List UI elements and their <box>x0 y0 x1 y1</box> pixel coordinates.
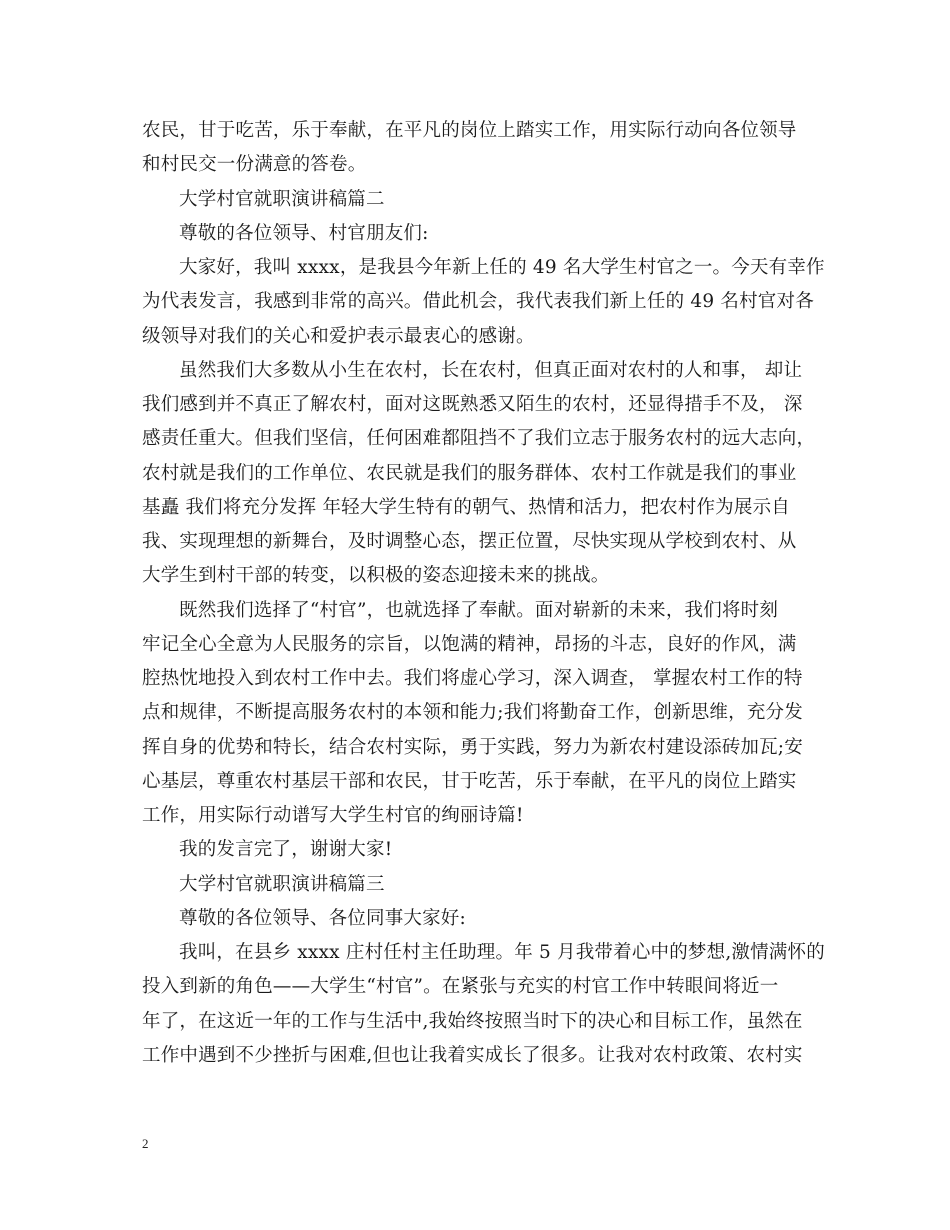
text-line-14: 大学生到村干部的转变，以积极的姿态迎接未来的挑战。 <box>142 565 610 587</box>
text-line-21: 工作，用实际行动谱写大学生村官的绚丽诗篇! <box>142 805 524 826</box>
text-line-17: 腔热忱地投入到农村工作中去。我们将虚心学习，深入调查， 掌握农村工作的特 <box>142 668 803 689</box>
closing-line: 我的发言完了，谢谢大家! <box>179 839 393 861</box>
text-line-26: 投入到新的角色——大学生“村官”。在紧张与充实的村官工作中转眼间将近一 <box>142 976 779 998</box>
text-line-1: 农民，甘于吃苦，乐于奉献，在平凡的岗位上踏实工作，用实际行动向各位领导 <box>142 120 797 141</box>
text-line-12: 基矗 我们将充分发挥 年轻大学生特有的朝气、热情和活力，把农村作为展示自 <box>142 496 790 518</box>
text-line-11: 农村就是我们的工作单位、农民就是我们的服务群体、农村工作就是我们的事业 <box>142 462 797 484</box>
text-line-25: 我叫，在县乡 xxxx 庄村任村主任助理。年 5 月我带着心中的梦想,激情满怀的 <box>179 942 825 963</box>
text-line-6: 为代表发言，我感到非常的高兴。借此机会，我代表我们新上任的 49 名村官对各 <box>142 291 814 313</box>
text-line-9: 我们感到并不真正了解农村，面对这既熟悉又陌生的农村，还显得措手不及， 深 <box>142 394 803 415</box>
text-line-19: 挥自身的优势和特长，结合农村实际，勇于实践，努力为新农村建设添砖加瓦;安 <box>142 736 803 758</box>
text-line-28: 工作中遇到不少挫折与困难,但也让我着实成长了很多。让我对农村政策、农村实 <box>142 1044 803 1066</box>
text-line-16: 牢记全心全意为人民服务的宗旨，以饱满的精神，昂扬的斗志，良好的作风，满 <box>142 633 797 655</box>
text-line-2: 和村民交一份满意的答卷。 <box>142 154 367 176</box>
text-line-27: 年了，在这近一年的工作与生活中,我始终按照当时下的决心和目标工作，虽然在 <box>142 1010 803 1032</box>
text-line-5: 大家好，我叫 xxxx，是我县今年新上任的 49 名大学生村官之一。今天有幸作 <box>179 257 825 278</box>
text-line-8: 虽然我们大多数从小生在农村，长在农村，但真正面对农村的人和事， 却让 <box>179 359 803 381</box>
section-heading-2: 大学村官就职演讲稿篇二 <box>179 188 385 210</box>
text-line-7: 级领导对我们的关心和爱护表示最衷心的感谢。 <box>142 325 535 347</box>
salutation-3: 尊敬的各位领导、各位同事大家好: <box>179 907 466 929</box>
section-heading-3: 大学村官就职演讲稿篇三 <box>179 873 385 895</box>
salutation-2: 尊敬的各位领导、村官朋友们: <box>179 222 429 244</box>
text-line-20: 心基层，尊重农村基层干部和农民，甘于吃苦，乐于奉献，在平凡的岗位上踏实 <box>142 770 797 792</box>
text-line-10: 感责任重大。但我们坚信，任何困难都阻挡不了我们立志于服务农村的远大志向， <box>142 428 816 450</box>
text-line-18: 点和规律，不断提高服务农村的本领和能力;我们将勤奋工作，创新思维，充分发 <box>142 702 803 724</box>
text-line-13: 我、实现理想的新舞台，及时调整心态，摆正位置，尽快实现从学校到农村、从 <box>142 531 797 552</box>
page-number: 2 <box>142 1136 149 1151</box>
document-body <box>142 114 825 1073</box>
text-line-15: 既然我们选择了“村官”，也就选择了奉献。面对崭新的未来，我们将时刻 <box>179 599 779 621</box>
